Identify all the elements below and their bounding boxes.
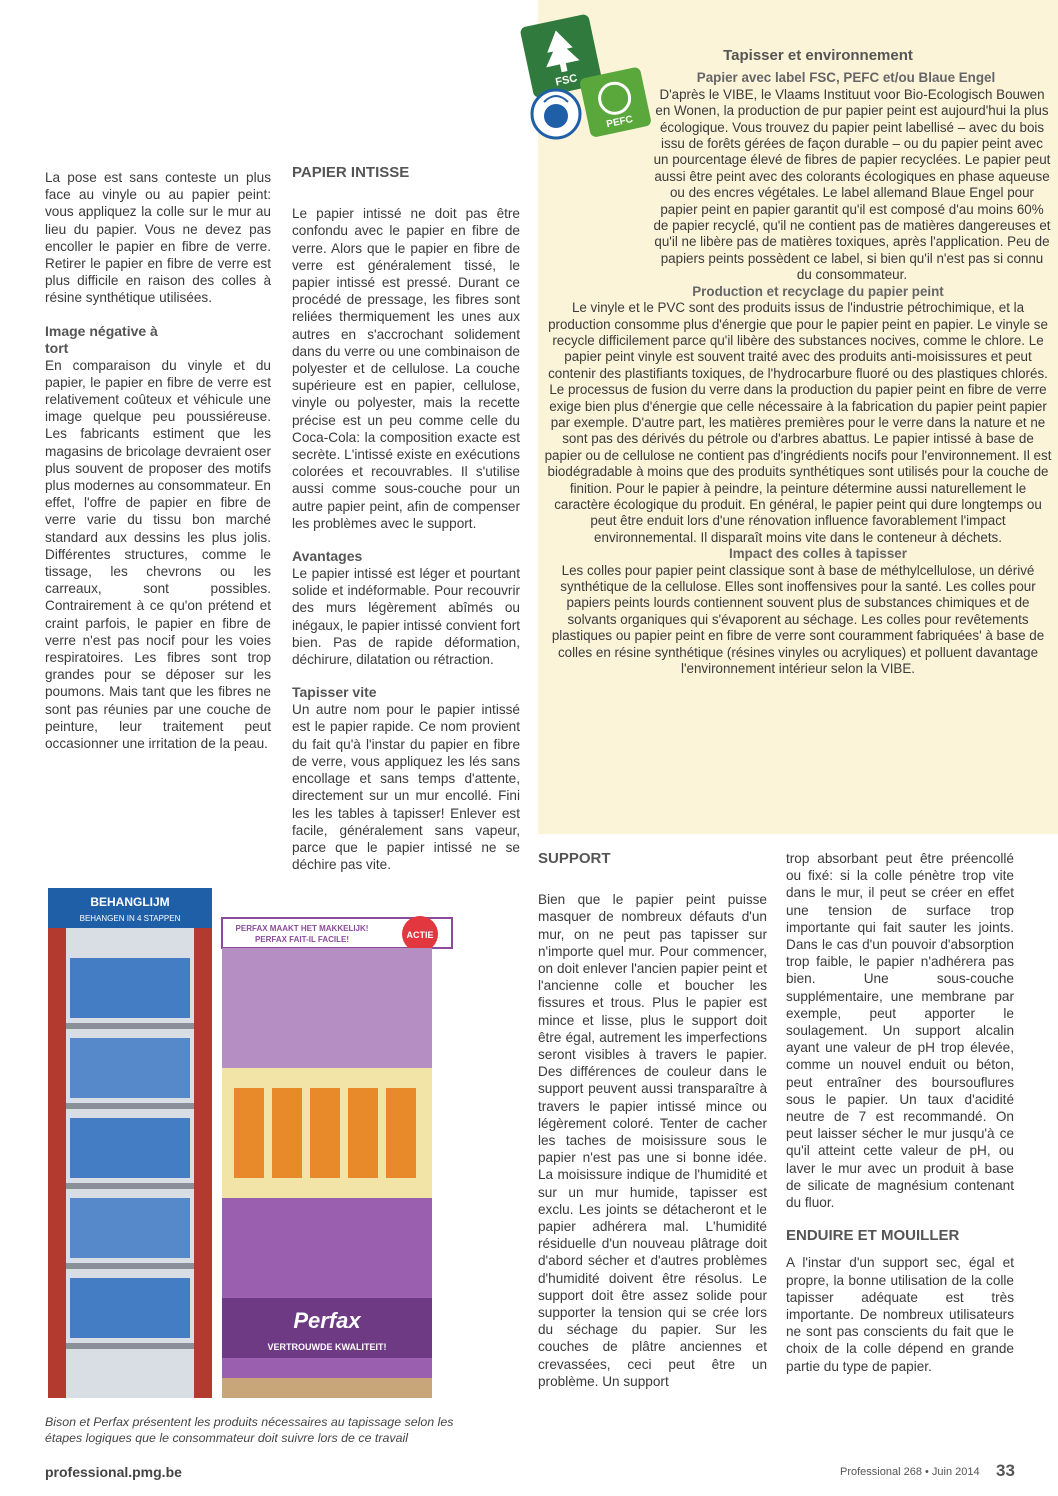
- sidebar-text: [544, 48, 1052, 677]
- col3-paragraph-1: Bien que le papier peint puisse masquer de nombreux défauts d'un mur, on ne peut pas tapisser sur n'importe quel mur. Pour commencer, on doit enlever l'ancien papier peint et l'ancienne colle et boucher les fissures et trous. Plus le papier est mince et lisse, plus le support doit être égal, autrement les imperfections seront visibles à travers le papier. Des différences de couleur dans le support peuvent aussi transparaître à travers le papier intissé mince ou légèrement coloré. Tenter de cacher les taches de moisissure sous le papier n'est pas une si bonne idée. La moisissure indique de l'humidité et sur un mur humide, tapisser est exclu. Les joints se détacheront et le papier adhérera mal. L'humidité résiduelle d'un nouveau plâtrage doit d'abord sécher et d'autres problèmes d'humidité doivent être résolus. Le support doit être assez solide pour supporter la tension qui se crée lors du séchage du papier. Sur les couches de plâtre anciennes et crevassées, ceci peut être un problème. Un support: [538, 892, 767, 1389]
- footer-issue: Professional 268 • Juin 2014: [840, 1466, 980, 1478]
- sidebar-heading-label: Papier avec label FSC, PEFC et/ou Blaue Engel: [696, 70, 996, 86]
- perfax-slogan-1: PERFAX MAAKT HET MAKKELIJK!: [235, 924, 369, 933]
- bison-tag-text: BEHANGEN IN 4 STAPPEN: [79, 914, 181, 923]
- heading-avantages: Avantages: [292, 548, 363, 565]
- sidebar-heading-colles: Impact des colles à tapisser: [729, 546, 907, 562]
- heading-support: SUPPORT: [538, 850, 611, 867]
- column-3: [538, 850, 767, 1390]
- heading-tapisser-vite: Tapisser vite: [292, 684, 377, 701]
- photo-caption: Bison et Perfax présentent les produits nécessaires au tapissage selon les étapes logiques que le consommateur doit suivre lors de ce travail: [45, 1415, 454, 1445]
- footer-site-link[interactable]: professional.pmg.be: [45, 1464, 182, 1480]
- page-number: 33: [996, 1461, 1015, 1480]
- heading-enduire: ENDUIRE ET MOUILLER: [786, 1227, 960, 1245]
- fsc-logo-text: FSC: [554, 72, 579, 89]
- sidebar-heading-production: Production et recyclage du papier peint: [692, 283, 944, 299]
- col1-paragraph-1: La pose est sans conteste un plus face au vinyle ou au papier peint: vous appliquez la colle sur le mur au lieu du papier. Vous ne devez pas encoller le papier en fibre de verre. Retirer le papier en fibre de verre est plus difficile en raison des colles à résine synthétique utilisées.: [45, 170, 271, 306]
- column-1: [45, 169, 271, 752]
- actie-badge-text: ACTIE: [406, 930, 434, 940]
- perfax-slogan-2: PERFAX FAIT-IL FACILE!: [254, 935, 350, 944]
- heading-papier-intisse: PAPIER INTISSE: [292, 164, 410, 181]
- sidebar-paragraph-colles: Les colles pour papier peint classique sont à base de méthylcellulose, un dérivé synthétique de la cellulose. Elles sont inoffensives pour la santé. Les colles pour papiers peints lourds contiennent souvent plus de substances chimiques et de solvants organiques qui s'évaporent au séchage. Les colles pour revêtements plastiques ou papier peint en fibre de verre sont couramment fabriquées' à base de colles en résine synthétique (résines vinyles ou acryliques) et polluent davantage l'environnement intérieur selon la VIBE.: [551, 562, 1045, 677]
- sidebar-title: Tapisser et environnement: [723, 47, 913, 64]
- display-illustration: [40, 878, 464, 1408]
- perfax-brand-text: Perfax: [293, 1308, 361, 1333]
- bison-brand-text: BEHANGLIJM: [90, 895, 170, 909]
- heading-image-negative: Image négative à tort: [45, 322, 158, 356]
- perfax-bottom-text: VERTROUWDE KWALITEIT!: [267, 1342, 387, 1352]
- col4-paragraph-1: trop absorbant peut être préencollé ou fixé: si la colle pénètre trop vite dans le mur, il peut se créer en effet une tension de surface trop importante qui fait sauter les joints. Dans le cas d'un pouvoir d'absorption trop faible, le papier n'adhérera pas bien. Une sous-couche supplémentaire, une membrane par exemple, peut apporter le soulagement. Un support alcalin ayant une valeur de pH trop élevée, comme un nouvel enduit ou béton, peut entraîner des boursouflures sous le papier. Un taux d'acidité neutre de 7 est recommandé. On peut laisser sécher le mur jusqu'à ce qu'il atteint cette valeur de pH, ou laver le mur avec un produit à base de silicate de magnésium contenant du fluor.: [786, 851, 1014, 1211]
- col2-paragraph-2: Le papier intissé est léger et pourtant solide et indéformable. Pour recouvrir des murs légèrement abîmés ou inégaux, le papier intissé convient fort bien. Pas de rapide déformation, déchirure, dilatation ou rétraction.: [292, 566, 520, 668]
- column-4: [786, 850, 1014, 1375]
- col1-paragraph-2: En comparaison du vinyle et du papier, le papier en fibre de verre est relativement coûteux et véhicule une image quelque peu poussiéreuse. Les fabricants estiment que les magasins de bricolage devraient oser plus souvent de proposer des motifs plus modernes au consommateur. En effet, l'offre de papier en fibre de verre varie du tissu bon marché standard aux dessins les plus jolis. Différentes structures, comme le tissage, les chevrons ou les carreaux, sont possibles. Contrairement à ce qu'on prétend et craint parfois, le papier en fibre de verre n'est pas nocif pour les voies respiratoires. Les fibres sont trop grandes pour se déposer sur les poumons. Mais tant que les fibres ne sont pas réunies par une couche de peinture, leur traitement peut occasionner une irritation de la peau.: [45, 357, 271, 752]
- sidebar-paragraph-label: D'après le VIBE, le Vlaams Instituut voor Bio-Ecologisch Bouwen en Wonen, la production de pur papier peint est aujourd'hui la plus écologique. Vous trouvez du papier peint labellisé – avec du bois issu de forêts gérées de façon durable – ou du papier peint avec un pourcentage élevé de fibres de papier recyclées. Le papier peut aussi être peint avec des colorants écologiques en phase aqueuse ou des encres végétales. Le label allemand Blaue Engel pour papier peint en papier garantit qu'il est composé d'au moins 60% de papier recyclé, qu'il ne contient pas de matières dangereuses et qu'il ne libère pas de matières toxiques, après l'application. Peu de papiers peints possèdent ce label, si bien qu'il n'est pas si connu du consommateur.: [653, 86, 1051, 283]
- sidebar-paragraph-production: Le vinyle et le PVC sont des produits issus de l'industrie pétrochimique, et la production consomme plus d'énergie que pour le papier peint en papier. Le vinyle se recycle difficilement parce qu'il libère des substances nocives, comme le chlore. Le papier peint vinyle est souvent traité avec des produits anti-moisissures et peut contenir des plastifiants toxiques, de l'hydrocarbure fluoré ou des plastiques chlorés. Le processus de fusion du verre dans la production du papier peint en fibre de verre exige bien plus d'énergie que celle nécessaire à la fabrication du papier peint papier par exemple. D'autre part, les matières premières pour le verre dans la nature et ne sont pas des dérivés du pétrole ou d'arbres abattus. Le papier intissé à base de papier ou de cellulose ne contient pas d'ingrédients nocifs pour l'environnement. Il est biodégradable à moins que des produits synthétiques sont utilisés pour la couche de finition. Pour le papier à peindre, la peinture détermine aussi naturellement le caractère écologique du produit. En général, le papier peint qui dure longtemps ou peut être enduit lors d'une rénovation influence favorablement l'impact environnemental. Il disparaît moins vite dans le conteneur à déchets.: [544, 300, 1052, 545]
- col4-paragraph-2: A l'instar d'un support sec, égal et propre, la bonne utilisation de la colle tapisser adéquate est très importante. De nombreux utilisateurs ne sont pas conscients du fait que le choix de la colle dépend en grande partie du type de papier.: [786, 1255, 1014, 1374]
- column-2: [292, 164, 520, 873]
- col2-paragraph-3: Un autre nom pour le papier intissé est le papier rapide. Ce nom provient du fait qu'à l'instar du papier en fibre de verre, vous appliquez les lés sans encollage et sans temps d'attente, directement sur un mur encollé. Fini les les tables à tapisser! Enlever est facile, généralement sans vapeur, parce que le papier intissé ne se déchire pas vite.: [292, 702, 520, 873]
- product-display-photo: [40, 878, 464, 1408]
- pefc-logo-text: PEFC: [605, 114, 634, 131]
- col2-paragraph-1: Le papier intissé ne doit pas être confondu avec le papier en fibre de verre. Alors que le papier en fibre de verre est généralement tissé, le papier intissé est pressé. Durant ce procédé de pressage, les fibres sont reliées thermiquement les unes aux autres en s'accrochant solidement dans du verre ou une combinaison de polyester et de cellulose. La couche supérieure est en papier, cellulose, vinyle ou polyester, mais la recette précise est un peu comme celle du Coca-Cola: la composition exacte est secrète. L'intissé existe en exécutions colorées et recouvrables. Il s'utilise aussi comme sous-couche pour un autre papier peint, afin de compenser les problèmes avec le support.: [292, 206, 520, 531]
